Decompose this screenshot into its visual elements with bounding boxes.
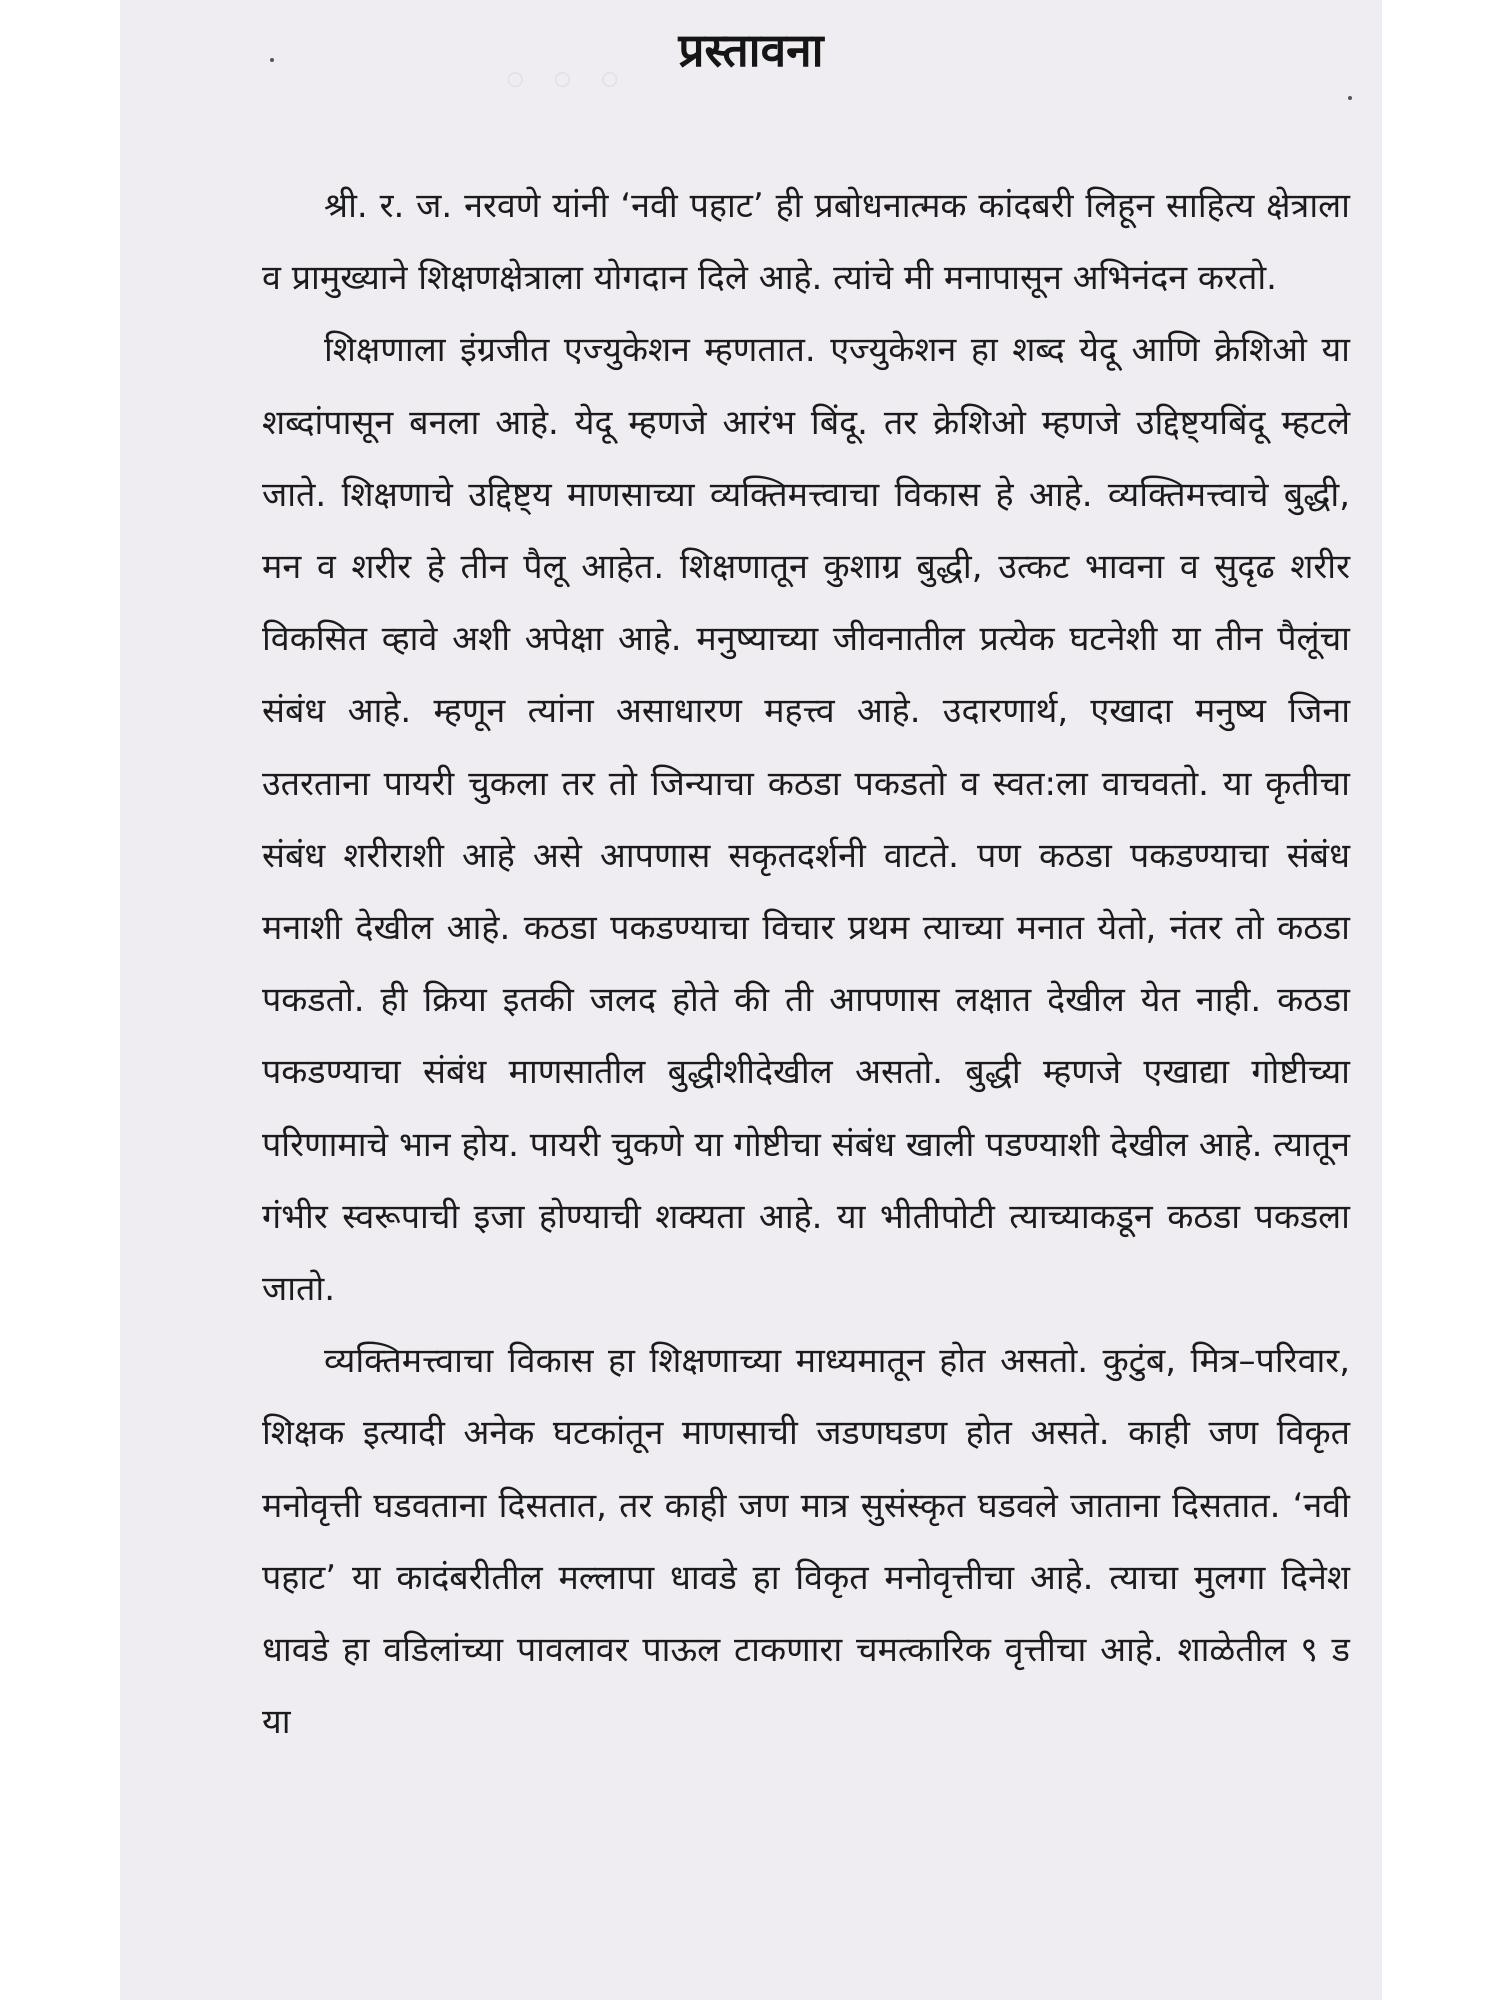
body-text [262, 170, 1350, 1758]
reverse-side-bleed-through: ◦ ◦ ◦ [500, 52, 626, 112]
speck [1348, 96, 1352, 100]
book-page [120, 0, 1382, 2000]
paragraph-3: व्यक्तिमत्त्वाचा विकास हा शिक्षणाच्या माध्यमातून होत असतो. कुटुंब, मित्र–परिवार, शिक्षक इत्यादी अनेक घटकांतून माणसाची जडणघडण होत असते. काही जण विकृत मनोवृत्ती घडवताना दिसतात, तर काही जण मात्र सुसंस्कृत घडवले जाताना दिसतात. ‘नवी पहाट’ या कादंबरीतील मल्लापा धावडे हा विकृत मनोवृत्तीचा आहे. त्याचा मुलगा दिनेश धावडे हा वडिलांच्या पावलावर पाऊल टाकणारा चमत्कारिक वृत्तीचा आहे. शाळेतील ९ ड या [262, 1341, 1350, 1743]
page-title: प्रस्तावना [678, 23, 824, 77]
paragraph-1: श्री. र. ज. नरवणे यांनी ‘नवी पहाट’ ही प्रबोधनात्मक कांदबरी लिहून साहित्य क्षेत्राला व प्रामुख्याने शिक्षणक्षेत्राला योगदान दिले आहे. त्यांचे मी मनापासून अभिनंदन करतो. [262, 186, 1350, 299]
paragraph-2: शिक्षणाला इंग्रजीत एज्युकेशन म्हणतात. एज्युकेशन हा शब्द येदू आणि क्रेशिओ या शब्दांपासून बनला आहे. येदू म्हणजे आरंभ बिंदू. तर क्रेशिओ म्हणजे उद्दिष्ट्यबिंदू म्हटले जाते. शिक्षणाचे उद्दिष्ट्य माणसाच्या व्यक्तिमत्त्वाचा विकास हे आहे. व्यक्तिमत्त्वाचे बुद्धी, मन व शरीर हे तीन पैलू आहेत. शिक्षणातून कुशाग्र बुद्धी, उत्कट भावना व सुदृढ शरीर विकसित व्हावे अशी अपेक्षा आहे. मनुष्याच्या जीवनातील प्रत्येक घटनेशी या तीन पैलूंचा संबंध आहे. म्हणून त्यांना असाधारण महत्त्व आहे. उदारणार्थ, एखादा मनुष्य जिना उतरताना पायरी चुकला तर तो जिन्याचा कठडा पकडतो व स्वत:ला वाचवतो. या कृतीचा संबंध शरीराशी आहे असे आपणास सकृतदर्शनी वाटते. पण कठडा पकडण्याचा संबंध मनाशी देखील आहे. कठडा पकडण्याचा विचार प्रथम त्याच्या मनात येतो, नंतर तो कठडा पकडतो. ही क्रिया इतकी जलद होते की ती आपणास लक्षात देखील येत नाही. कठडा पकडण्याचा संबंध माणसातील बुद्धीशीदेखील असतो. बुद्धी म्हणजे एखाद्या गोष्टीच्या परिणामाचे भान होय. पायरी चुकणे या गोष्टीचा संबंध खाली पडण्याशी देखील आहे. त्यातून गंभीर स्वरूपाची इजा होण्याची शक्यता आहे. या भीतीपोटी त्याच्याकडून कठडा पकडला जातो. [262, 330, 1350, 1310]
